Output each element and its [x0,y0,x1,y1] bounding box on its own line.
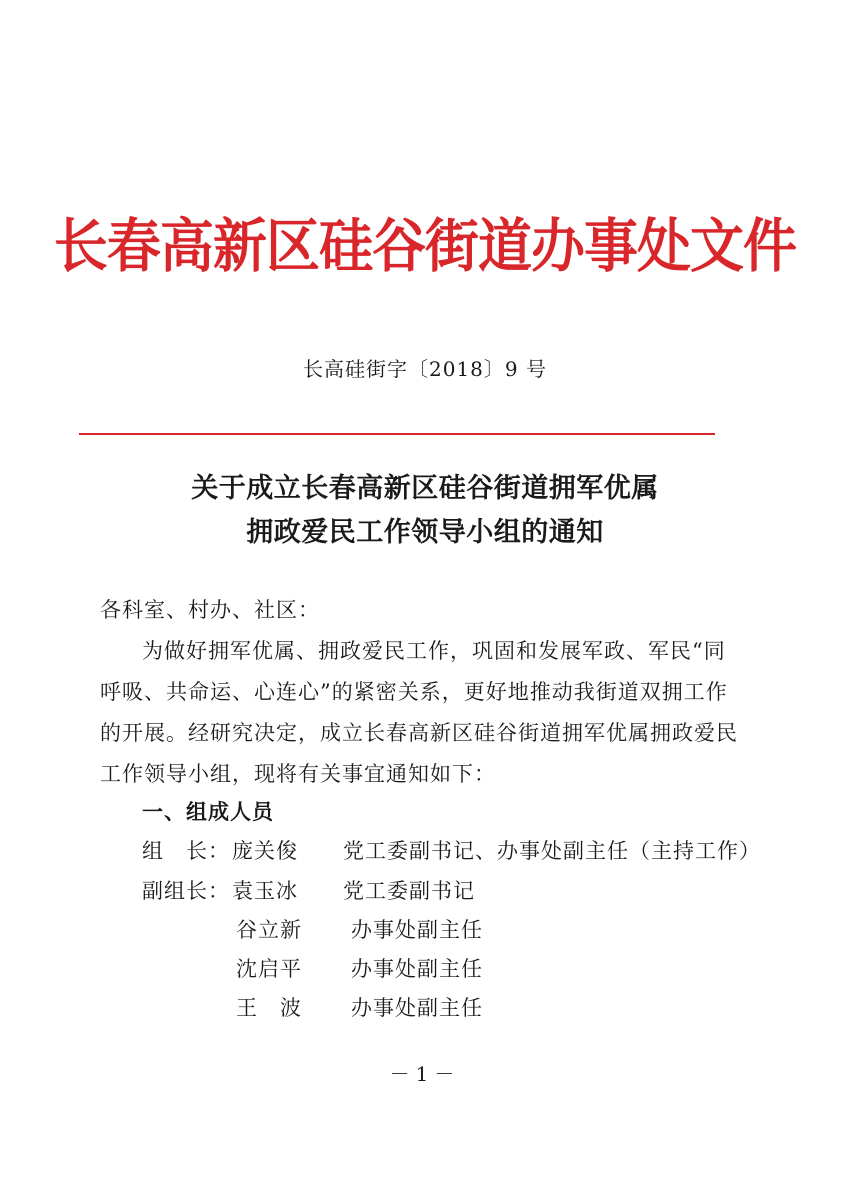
member-position: 办事处副主任 [351,918,483,942]
member-role: 副组长： [142,879,230,903]
red-divider-rule [79,433,715,435]
notice-title-line-2: 拥政爱民工作领导小组的通知 [246,517,604,548]
member-position: 办事处副主任 [351,996,483,1020]
body-paragraph-line: 的开展。经研究决定，成立长春高新区硅谷街道拥军优属拥政爱民 [100,721,738,745]
document-header-title: 长春高新区硅谷街道办事处文件 [53,212,797,280]
page-number: －1－ [389,1062,461,1086]
member-name: 庞关俊 [232,839,298,863]
body-paragraph-line: 呼吸、共命运、心连心”的紧密关系，更好地推动我街道双拥工作 [100,680,728,704]
member-name: 王 波 [236,996,302,1020]
member-name: 袁玉冰 [232,879,298,903]
salutation: 各科室、村办、社区： [100,598,320,622]
member-position: 党工委副书记 [343,879,475,903]
body-paragraph-line: 工作领导小组，现将有关事宜通知如下： [100,762,496,786]
member-name: 谷立新 [236,918,302,942]
notice-title-line-1: 关于成立长春高新区硅谷街道拥军优属 [191,473,659,504]
body-paragraph-line: 为做好拥军优属、拥政爱民工作，巩固和发展军政、军民“同 [142,639,726,663]
member-position: 办事处副主任 [351,957,483,981]
member-name: 沈启平 [236,957,302,981]
document-number: 长高硅街字〔2018〕9 号 [303,357,547,381]
section-heading-members: 一、组成人员 [142,800,274,824]
member-position: 党工委副书记、办事处副主任（主持工作） [343,839,761,863]
member-role: 组 长： [142,839,230,863]
